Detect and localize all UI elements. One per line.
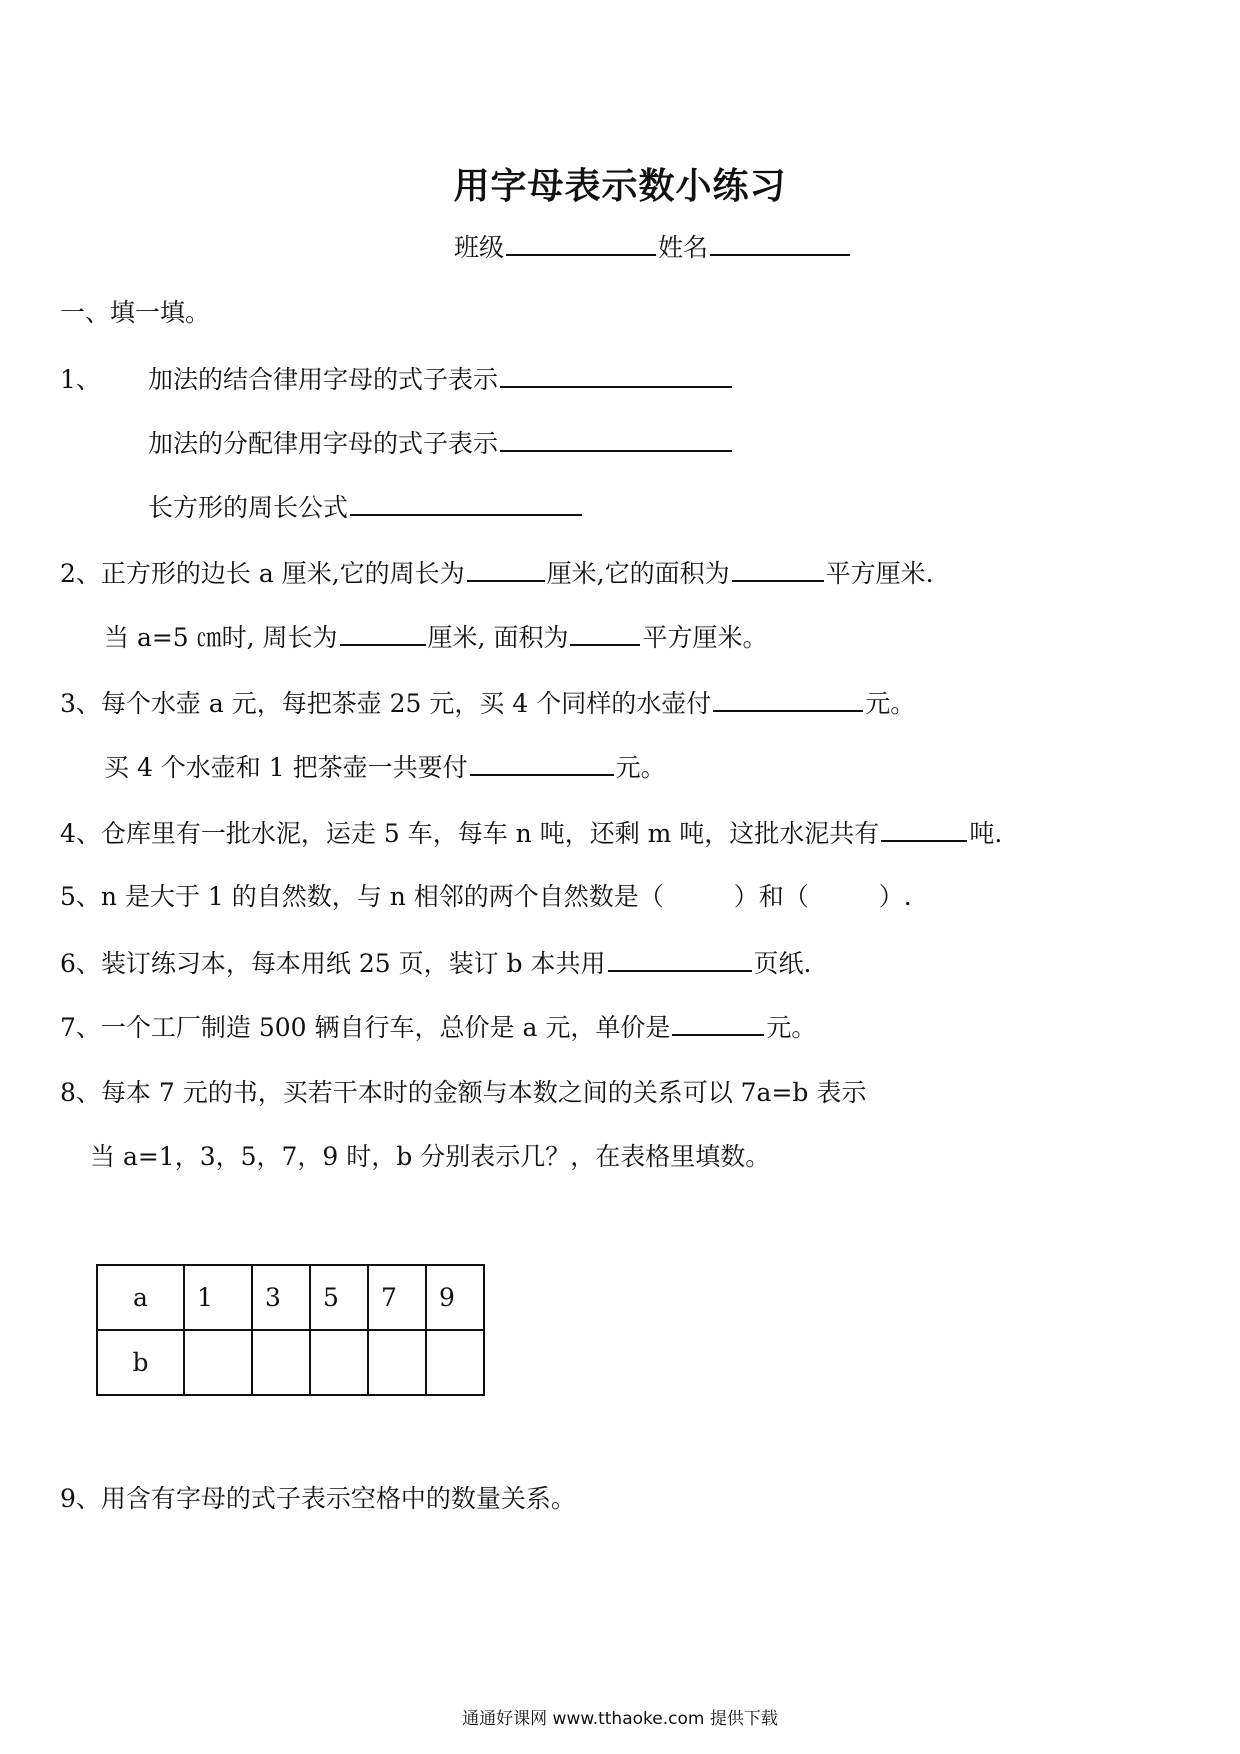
class-blank[interactable] <box>506 230 656 256</box>
page-title: 用字母表示数小练习 <box>453 165 787 207</box>
table-cell-b-empty[interactable] <box>368 1330 426 1395</box>
q1-number: 1、 <box>60 365 101 394</box>
q3-line1 <box>60 686 915 721</box>
q7-blank[interactable] <box>672 1010 764 1036</box>
q5-text-b: ）和（ <box>733 882 809 911</box>
section-heading: 一、填一填。 <box>60 298 211 327</box>
q4-text-a: 4、仓库里有一批水泥，运走 5 车，每车 n 吨，还剩 m 吨，这批水泥共有 <box>60 819 880 848</box>
q6-blank[interactable] <box>608 946 752 972</box>
q2-text1b: 厘米,它的面积为 <box>546 559 730 588</box>
q2-blank-area-value[interactable] <box>570 620 640 646</box>
q8-line1: 8、每本 7 元的书，买若干本时的金额与本数之间的关系可以 7a=b 表示 <box>60 1078 867 1107</box>
q4-text-b: 吨. <box>969 819 1003 848</box>
q1-line3 <box>148 490 584 525</box>
name-blank[interactable] <box>710 230 850 256</box>
table-row-a <box>97 1265 484 1330</box>
q3-text2b: 元。 <box>615 753 666 782</box>
table-label-a: a <box>97 1265 184 1330</box>
footer-credit: 通通好课网 www.tthaoke.com 提供下载 <box>462 1709 778 1729</box>
q2-blank-perimeter-value[interactable] <box>340 620 426 646</box>
q6-text-b: 页纸. <box>753 949 812 978</box>
q8-line2: 当 a=1，3，5，7，9 时，b 分别表示几？，在表格里填数。 <box>90 1142 771 1171</box>
table-row-b <box>97 1330 484 1395</box>
q3-blank1[interactable] <box>713 686 863 712</box>
q1-text2: 加法的分配律用字母的式子表示 <box>148 429 499 458</box>
q2-blank-area[interactable] <box>732 556 824 582</box>
table-label-b: b <box>97 1330 184 1395</box>
q3-text2a: 买 4 个水壶和 1 把茶壶一共要付 <box>104 753 468 782</box>
table-cell-a: 3 <box>252 1265 310 1330</box>
class-label: 班级 <box>454 233 505 262</box>
q7-text-a: 7、一个工厂制造 500 辆自行车，总价是 a 元，单价是 <box>60 1013 671 1042</box>
q9-line: 9、用含有字母的式子表示空格中的数量关系。 <box>60 1484 576 1513</box>
class-name-line <box>454 230 852 265</box>
table-cell-b-empty[interactable] <box>310 1330 368 1395</box>
q1-blank2[interactable] <box>500 426 732 452</box>
q3-text1a: 3、每个水壶 a 元，每把茶壶 25 元，买 4 个同样的水壶付 <box>60 689 712 718</box>
q2-line1 <box>60 556 934 591</box>
table-cell-a: 1 <box>184 1265 252 1330</box>
q4-line <box>60 816 1002 851</box>
q2-text1a: 2、正方形的边长 a 厘米,它的周长为 <box>60 559 465 588</box>
q5-text-c: ）. <box>878 882 912 911</box>
q5-text-a: 5、n 是大于 1 的自然数，与 n 相邻的两个自然数是（ <box>60 882 664 911</box>
table-cell-b-empty[interactable] <box>426 1330 484 1395</box>
q6-line <box>60 946 811 981</box>
q1-text1: 加法的结合律用字母的式子表示 <box>148 365 499 394</box>
q7-text-b: 元。 <box>766 1013 817 1042</box>
table-cell-a: 9 <box>426 1265 484 1330</box>
table-cell-a: 7 <box>368 1265 426 1330</box>
q7-line <box>60 1010 816 1045</box>
q2-blank-perimeter[interactable] <box>467 556 545 582</box>
q3-text1b: 元。 <box>865 689 916 718</box>
q1-blank1[interactable] <box>500 362 732 388</box>
q3-line2 <box>104 750 666 785</box>
table-cell-b-empty[interactable] <box>252 1330 310 1395</box>
q6-text-a: 6、装订练习本，每本用纸 25 页，装订 b 本共用 <box>60 949 606 978</box>
q5-line <box>60 880 912 914</box>
q2-text2c: 平方厘米。 <box>642 623 768 652</box>
q3-blank2[interactable] <box>470 750 614 776</box>
table-cell-a: 5 <box>310 1265 368 1330</box>
q2-text2b: 厘米, 面积为 <box>427 623 569 652</box>
name-label: 姓名 <box>658 233 709 262</box>
values-table <box>96 1264 485 1396</box>
table-cell-b-empty[interactable] <box>184 1330 252 1395</box>
q1-text3: 长方形的周长公式 <box>148 493 349 522</box>
q1-line2 <box>148 426 734 461</box>
q2-text1c: 平方厘米. <box>825 559 934 588</box>
q2-text2a: 当 a=5 ㎝时, 周长为 <box>104 623 338 652</box>
q4-blank[interactable] <box>881 816 967 842</box>
q1-line1 <box>60 362 734 397</box>
q1-blank3[interactable] <box>350 490 582 516</box>
q2-line2 <box>104 620 767 655</box>
